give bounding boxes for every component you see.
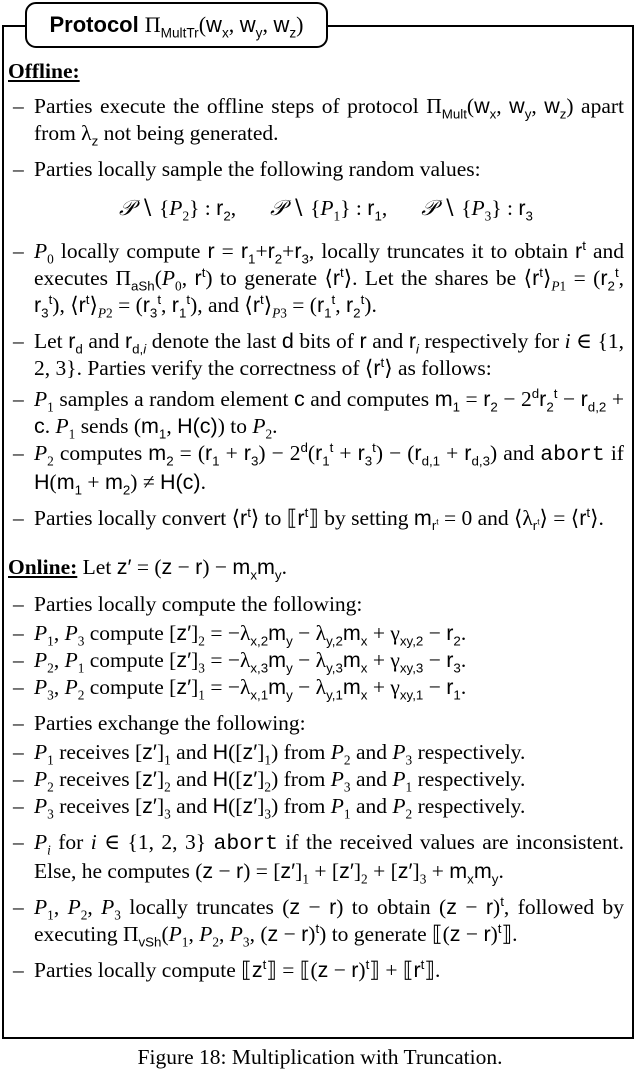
online-step-4: – $P_1$, $P_2$, $P_3$ locally truncates (z − r) to obtain $(z - r)^t$, followed by executing $\Pi_{vSh}(P_1$, $P_2$, $P_3$, $(z - r)^t$) to generate ⟦(z − r)$^t$⟧. bbox=[8, 894, 624, 948]
exchange-subitem-3: – $P_3$ receives $[z']_3$ and $H([z']_3)$ from $P_1$ and $P_2$ respectively. bbox=[8, 793, 624, 820]
random-values-equation: 𝒫 ∖ $\{P_2\}$ : $r_2$, 𝒫 ∖ $\{P_1\}$ : $r_1$, 𝒫 ∖ $\{P_3\}$ : $r_3$ bbox=[119, 196, 533, 224]
verify-subitem-1: – $P_1$ samples a random element c and computes $m_1 = r_2 - 2^dr_2^t - r_{d,2} + c$. $P_1$ sends ($m_1$, H(c)) to $P_2$. bbox=[8, 386, 624, 440]
figure-caption: Figure 18: Multiplication with Truncation. bbox=[137, 1045, 503, 1069]
offline-step-4: – Let $r_d$ and $r_{d,i}$ denote the last d bits of r and $r_i$ respectively for i ∈ {1, 2, 3}. Parties verify the correctness of $⟨r^t⟩$ as follows: bbox=[8, 328, 624, 382]
online-step-1: – Parties locally compute the following: bbox=[8, 591, 624, 618]
offline-step-1: – Parties execute the offline steps of protocol $\Pi_{Mult}(w_x$, $w_y$, $w_z$) apart from $\lambda_z$ not being generated. bbox=[8, 93, 624, 147]
protocol-symbol: $\Pi_{MultTr}$ bbox=[144, 12, 199, 41]
offline-step-5: – Parties locally convert $⟨r^t⟩$ to $⟦r^t⟧$ by setting $m_{r^t} = 0$ and $⟨\lambda_{r^t}⟩$ = $⟨r^t⟩$. bbox=[8, 505, 624, 532]
online-heading: Online: bbox=[8, 555, 78, 579]
compute-subitem-1: – $P_1$, $P_3$ compute $[z']_2 = -\lambda_{x,2}m_y - \lambda_{y,2}m_x + \gamma_{xy,2} - r_2$. bbox=[8, 620, 624, 647]
online-step-3: – $P_i$ for i ∈ {1, 2, 3} abort if the received values are inconsistent. Else, he computes $(z - r) = [z']_1 + [z']_2 + [z']_3 + m_xm_y$. bbox=[8, 829, 624, 885]
exchange-subitem-2: – $P_2$ receives $[z']_2$ and $H([z']_2)$ from $P_3$ and $P_1$ respectively. bbox=[8, 766, 624, 793]
online-step-2: – Parties exchange the following: bbox=[8, 710, 624, 737]
protocol-args: ($w_x$, $w_y$, $w_z$) bbox=[198, 12, 304, 41]
protocol-keyword: Protocol bbox=[49, 12, 139, 37]
offline-step-2: – Parties locally sample the following random values: bbox=[8, 156, 624, 183]
offline-step-3: – $P_0$ locally compute $r = r_1+r_2+r_3$, locally truncates it to obtain $r^t$ and executes $\Pi_{aSh}(P_0$, $r^t$) to generate $⟨r^t⟩$. Let the shares be $⟨r^t⟩_{P1} = (r_2^t$, $r_3^t$), $⟨r^t⟩_{P2} = (r_3^t$, $r_1^t$), and $⟨r^t⟩_{P3} = (r_1^t$, $r_2^t$). bbox=[8, 238, 624, 319]
protocol-body bbox=[8, 58, 624, 993]
compute-subitems bbox=[8, 620, 624, 701]
verify-subitems bbox=[8, 386, 624, 496]
compute-subitem-2: – $P_2$, $P_1$ compute $[z']_3 = -\lambda_{x,3}m_y - \lambda_{y,3}m_x + \gamma_{xy,3} - r_3$. bbox=[8, 647, 624, 674]
exchange-subitem-1: – $P_1$ receives $[z']_1$ and $H([z']_1)$ from $P_2$ and $P_3$ respectively. bbox=[8, 739, 624, 766]
offline-heading: Offline: bbox=[8, 59, 80, 83]
protocol-title bbox=[25, 2, 328, 48]
verify-subitem-2: – $P_2$ computes $m_2 = (r_1 + r_3) - 2^d(r_1^t + r_3^t) - (r_{d,1} + r_{d,3})$ and abort if $H(m_1 + m_2) \ne H(c)$. bbox=[8, 440, 624, 496]
compute-subitem-3: – $P_3$, $P_2$ compute $[z']_1 = -\lambda_{x,1}m_y - \lambda_{y,1}m_x + \gamma_{xy,1} - r_1$. bbox=[8, 674, 624, 701]
online-heading-line: Online: Let $z' = (z - r) - m_xm_y$. bbox=[8, 555, 287, 583]
exchange-subitems bbox=[8, 739, 624, 820]
online-step-5: – Parties locally compute $⟦z^t⟧$ = ⟦(z − r)$^t$⟧ + $⟦r^t⟧$. bbox=[8, 957, 624, 984]
